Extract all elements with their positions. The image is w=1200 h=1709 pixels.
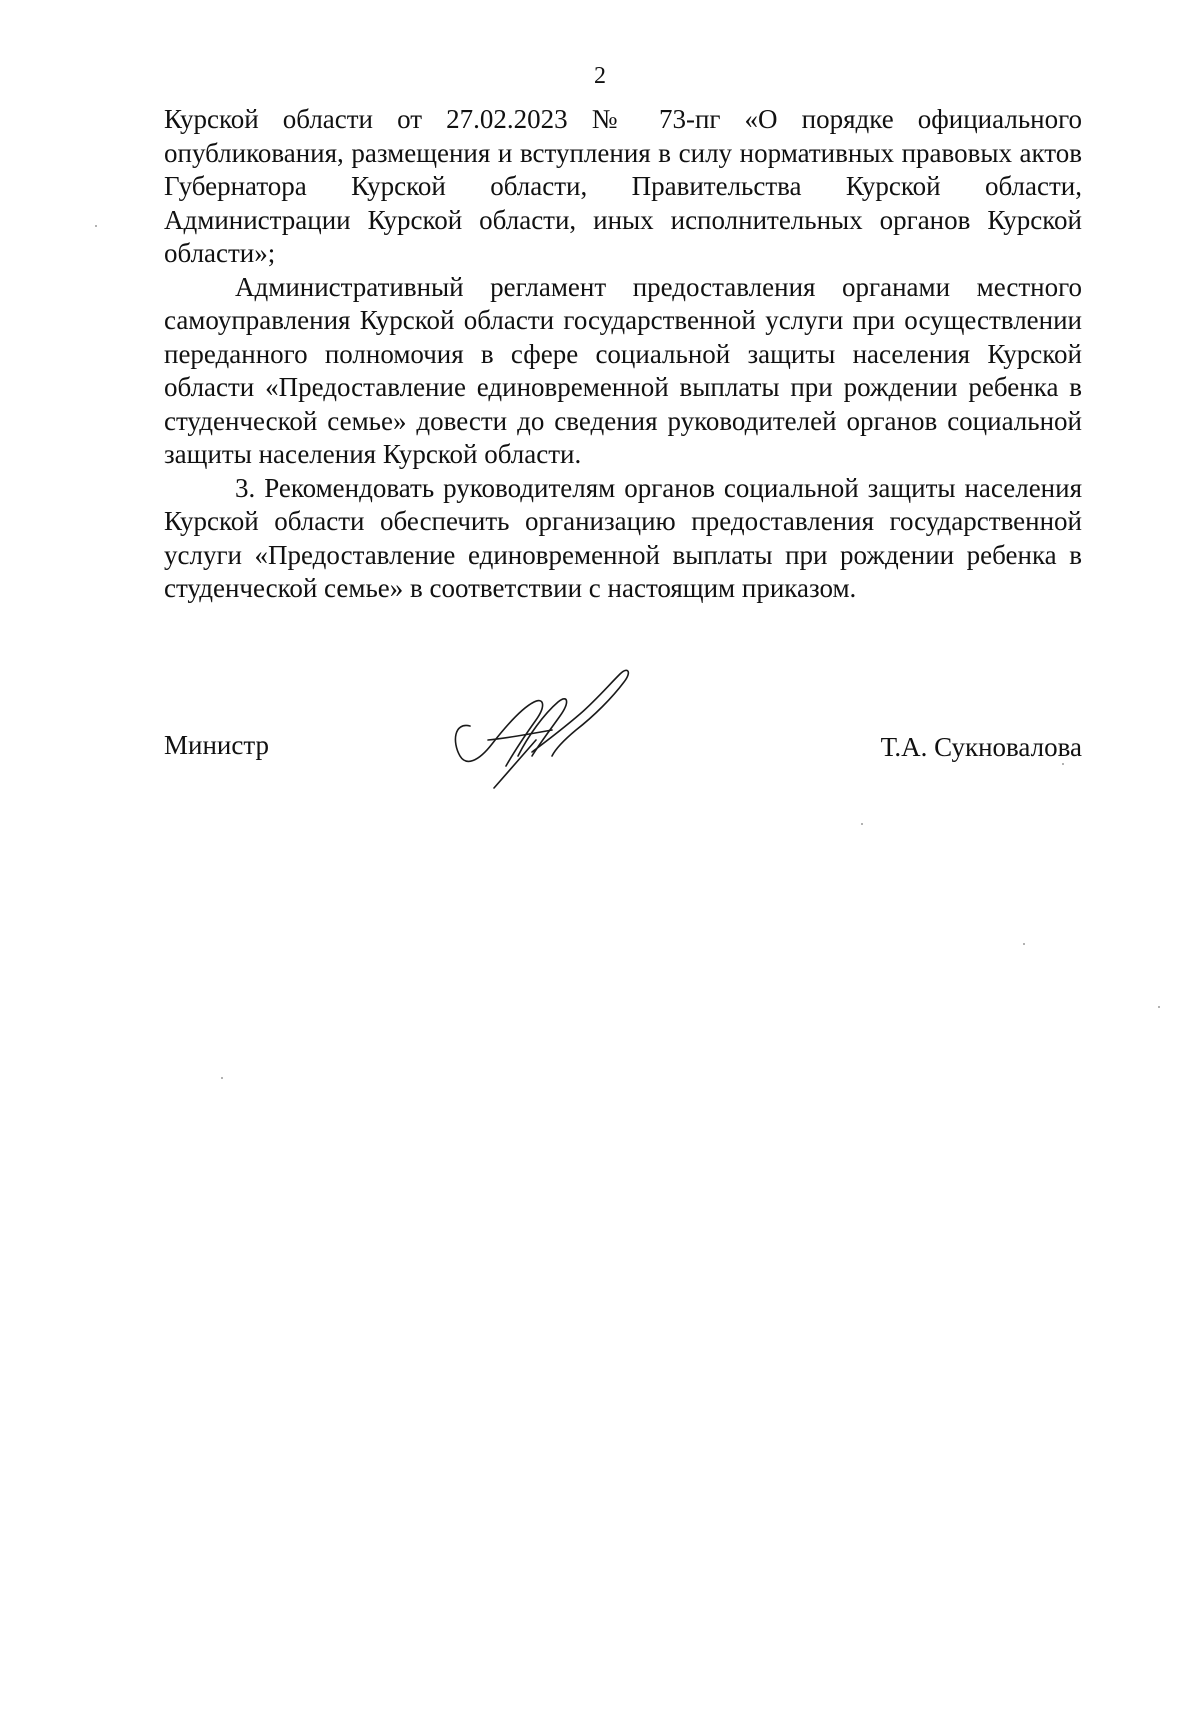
scan-speck bbox=[861, 823, 863, 825]
document-body bbox=[164, 103, 1082, 606]
scan-speck bbox=[1062, 763, 1064, 765]
paragraph-regulation: Административный регламент предоставления органами местного самоуправления Курской области государственной услуги при осуществлении переданного полномочия в сфере социальной защиты населения Курской области «Предоставление единовременной выплаты при рождении ребенка в студенческой семье» довести до сведения руководителей органов социальной защиты населения Курской области. bbox=[164, 271, 1082, 469]
scan-speck bbox=[221, 1077, 223, 1079]
scan-speck bbox=[1158, 1006, 1160, 1008]
scan-speck bbox=[95, 225, 97, 227]
signatory-position: Министр bbox=[164, 730, 269, 760]
handwritten-signature bbox=[448, 664, 648, 794]
signatory-name: Т.А. Сукновалова bbox=[880, 732, 1082, 762]
page-number: 2 bbox=[594, 63, 606, 89]
paragraph-recommendation: 3. Рекомендовать руководителям органов социальной защиты населения Курской области обеспечить организацию предоставления государственной услуги «Предоставление единовременной выплаты при рождении ребенка в студенческой семье» в соответствии с настоящим приказом. bbox=[164, 472, 1082, 603]
paragraph-continuation: Курской области от 27.02.2023 № 73-пг «О порядке официального опубликования, размещения и вступления в силу нормативных правовых актов Губернатора Курской области, Правительства Курской области, Администрации Курской области, иных исполнительных органов Курской области»; bbox=[164, 104, 1082, 268]
scan-speck bbox=[1023, 943, 1025, 945]
